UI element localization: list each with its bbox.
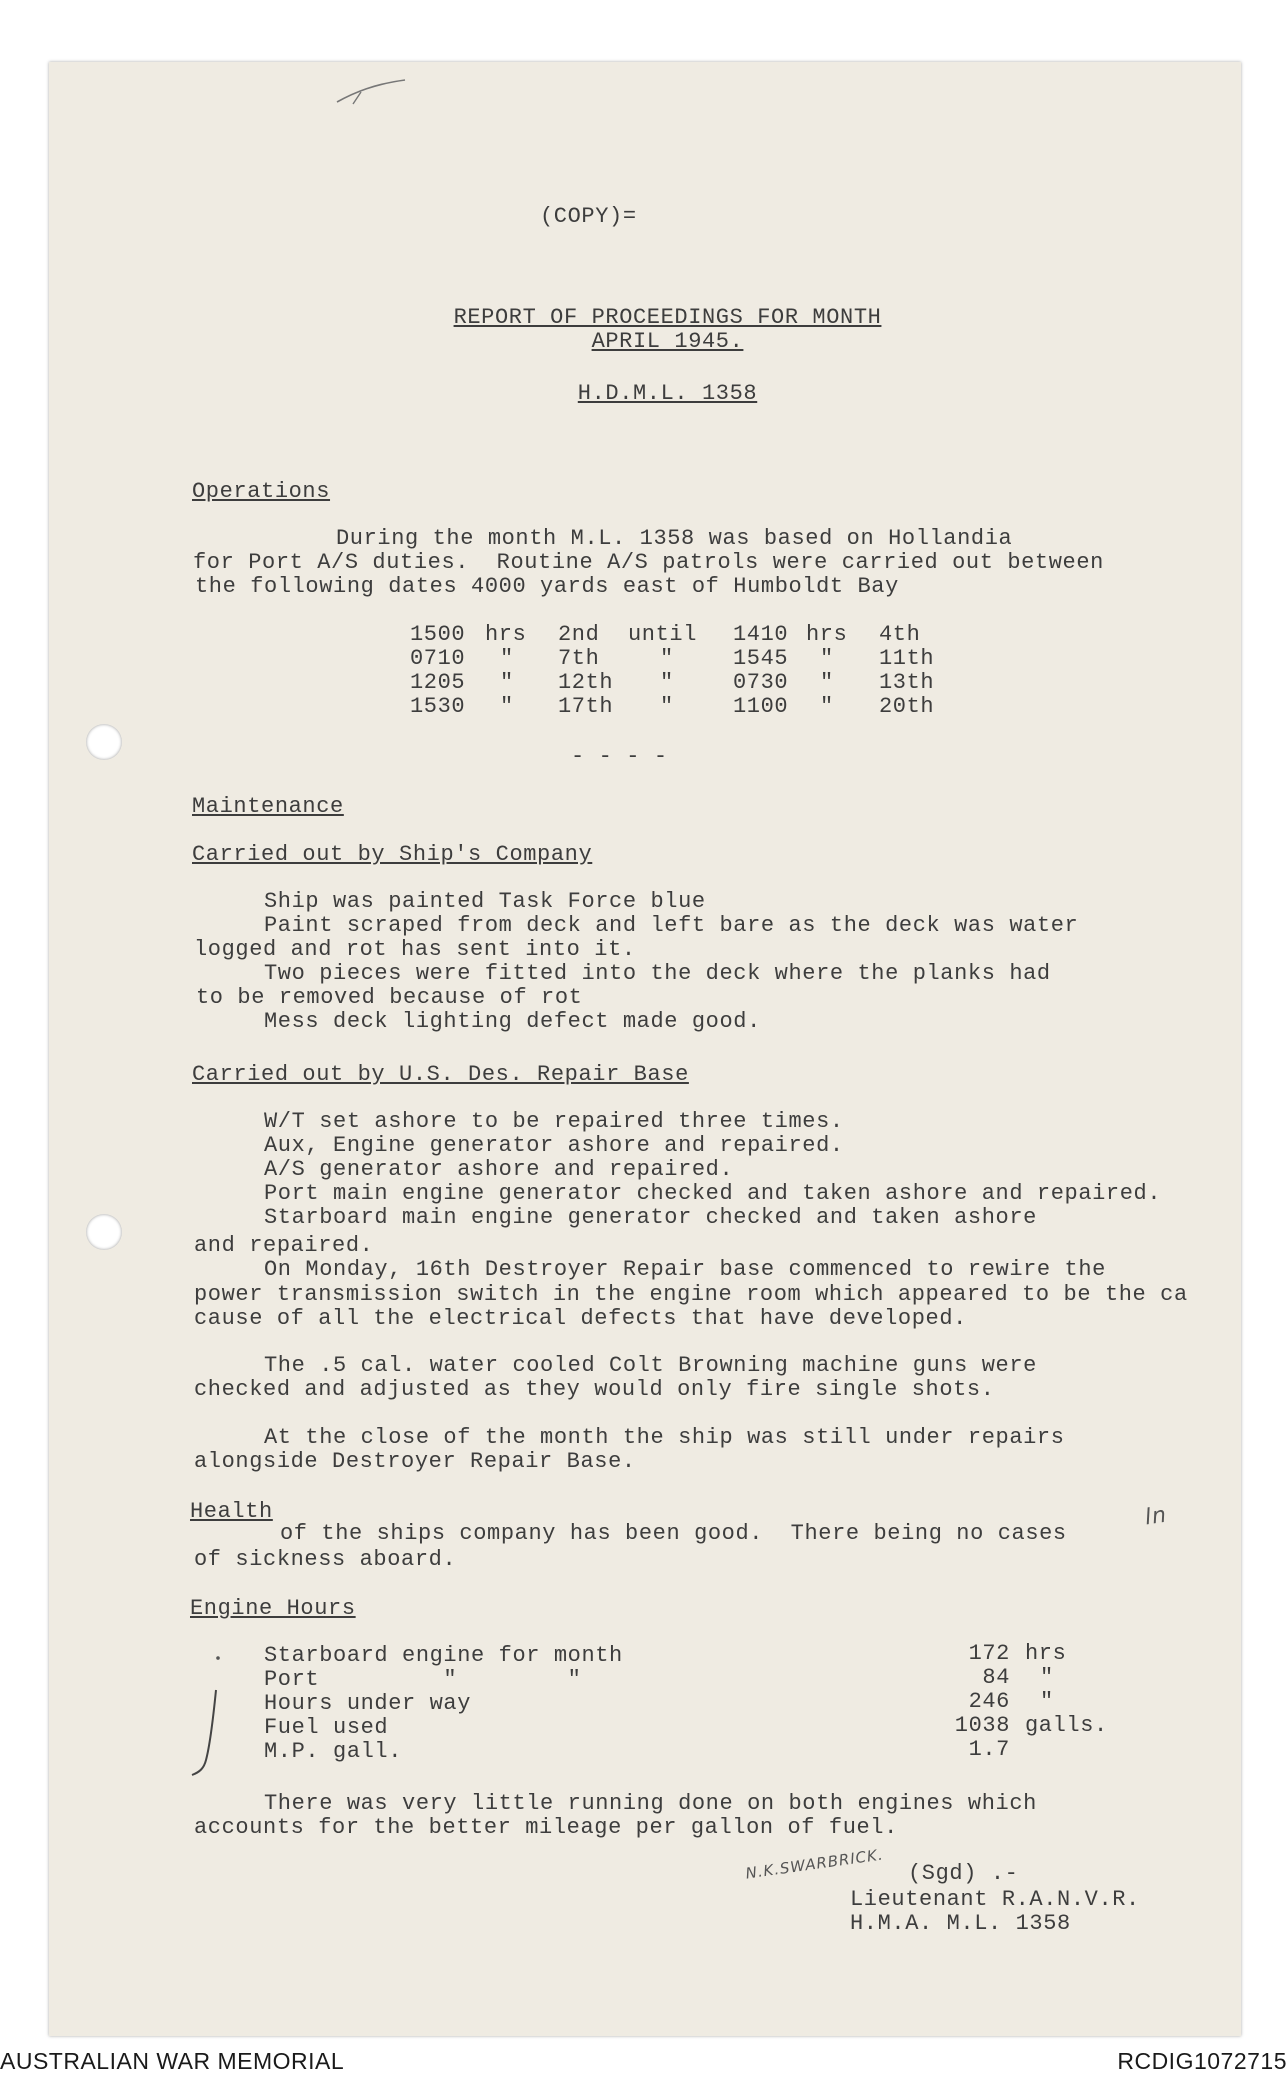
engine-row-value: 1038 bbox=[954, 1713, 1010, 1738]
operations-line: During the month M.L. 1358 was based on Hollandia bbox=[336, 526, 1013, 551]
maintenance-line: Mess deck lighting defect made good. bbox=[264, 1009, 761, 1034]
maintenance-line: Two pieces were fitted into the deck where the planks had bbox=[264, 961, 1051, 986]
engine-row-label: Port " " bbox=[264, 1667, 582, 1692]
table-cell: 7th bbox=[558, 646, 600, 671]
engine-row-value: 1.7 bbox=[968, 1737, 1010, 1762]
repair-line: Starboard main engine generator checked and taken ashore bbox=[264, 1205, 1037, 1230]
pencil-tick-icon bbox=[180, 1650, 230, 1780]
engine-hours-heading: Engine Hours bbox=[190, 1596, 356, 1621]
repair-line: checked and adjusted as they would only fire single shots. bbox=[194, 1377, 995, 1402]
table-cell: 11th bbox=[879, 646, 935, 671]
repair-line: Port main engine generator checked and taken ashore and repaired. bbox=[264, 1181, 1162, 1206]
table-cell: 12th bbox=[558, 670, 614, 695]
vessel-designation: H.D.M.L. 1358 bbox=[577, 381, 758, 406]
repair-line: cause of all the electrical defects that have developed. bbox=[194, 1306, 967, 1331]
table-cell: " bbox=[660, 694, 674, 719]
engine-row-value: 246 bbox=[968, 1689, 1010, 1714]
maintenance-line: Ship was painted Task Force blue bbox=[264, 889, 706, 914]
footer-archive-name: AUSTRALIAN WAR MEMORIAL bbox=[0, 2048, 345, 2074]
repair-base-heading: Carried out by U.S. Des. Repair Base bbox=[192, 1062, 689, 1087]
engine-row-unit: " bbox=[1040, 1689, 1054, 1714]
table-cell: 1545 bbox=[733, 646, 789, 671]
health-line: of sickness aboard. bbox=[194, 1547, 457, 1572]
closing-line: There was very little running done on both engines which bbox=[264, 1791, 1037, 1816]
repair-line: W/T set ashore to be repaired three times. bbox=[264, 1109, 844, 1134]
signature-vessel: H.M.A. M.L. 1358 bbox=[850, 1911, 1071, 1936]
engine-row-label: Hours under way bbox=[264, 1691, 472, 1716]
operations-line: for Port A/S duties. Routine A/S patrols were carried out between bbox=[193, 550, 1104, 575]
repair-line: and repaired. bbox=[194, 1233, 374, 1258]
table-cell: " bbox=[500, 694, 514, 719]
repair-line: The .5 cal. water cooled Colt Browning machine guns were bbox=[264, 1353, 1037, 1378]
table-cell: 1530 bbox=[410, 694, 466, 719]
engine-row-label: Fuel used bbox=[264, 1715, 389, 1740]
table-cell: 1100 bbox=[733, 694, 789, 719]
punch-hole bbox=[86, 1214, 122, 1250]
table-cell: 1410 bbox=[733, 622, 789, 647]
engine-row-unit: galls. bbox=[1025, 1713, 1108, 1738]
table-cell: " bbox=[820, 646, 834, 671]
table-cell: 13th bbox=[879, 670, 935, 695]
repair-line: alongside Destroyer Repair Base. bbox=[194, 1449, 636, 1474]
maintenance-line: logged and rot has sent into it. bbox=[194, 937, 636, 962]
health-heading: Health bbox=[190, 1499, 273, 1524]
repair-line: On Monday, 16th Destroyer Repair base commenced to rewire the bbox=[264, 1257, 1106, 1282]
signature-rank: Lieutenant R.A.N.V.R. bbox=[850, 1887, 1140, 1912]
table-cell: hrs bbox=[806, 622, 848, 647]
engine-row-value: 172 bbox=[968, 1641, 1010, 1666]
maintenance-line: to be removed because of rot bbox=[196, 985, 583, 1010]
maintenance-line: Paint scraped from deck and left bare as the deck was water bbox=[264, 913, 1079, 938]
closing-line: accounts for the better mileage per gallon of fuel. bbox=[194, 1815, 898, 1840]
table-cell: 2nd bbox=[558, 622, 600, 647]
report-month: APRIL 1945. bbox=[591, 329, 744, 354]
health-line: of the ships company has been good. There being no cases bbox=[280, 1521, 1067, 1546]
handwritten-signature: N.K.SWARBRICK. bbox=[744, 1845, 885, 1883]
repair-line: At the close of the month the ship was still under repairs bbox=[264, 1425, 1065, 1450]
table-cell: 17th bbox=[558, 694, 614, 719]
table-cell: " bbox=[820, 694, 834, 719]
repair-line: Aux, Engine generator ashore and repaired. bbox=[264, 1133, 844, 1158]
table-cell: hrs bbox=[485, 622, 527, 647]
table-cell: " bbox=[500, 646, 514, 671]
table-cell: " bbox=[660, 670, 674, 695]
operations-line: the following dates 4000 yards east of Humboldt Bay bbox=[195, 574, 899, 599]
table-cell: 1500 bbox=[410, 622, 466, 647]
table-cell: 20th bbox=[879, 694, 935, 719]
repair-line: power transmission switch in the engine room which appeared to be the ca bbox=[194, 1283, 1188, 1307]
table-cell: 4th bbox=[879, 622, 921, 647]
copy-label: (COPY)= bbox=[540, 204, 637, 229]
engine-row-label: M.P. gall. bbox=[264, 1739, 403, 1764]
engine-row-value: 84 bbox=[982, 1665, 1010, 1690]
table-cell: 1205 bbox=[410, 670, 466, 695]
table-cell: 0730 bbox=[733, 670, 789, 695]
report-title: REPORT OF PROCEEDINGS FOR MONTH bbox=[453, 305, 882, 330]
table-cell: " bbox=[660, 646, 674, 671]
table-cell: 0710 bbox=[410, 646, 466, 671]
engine-row-label: Starboard engine for month bbox=[264, 1643, 623, 1668]
pencil-mark-icon bbox=[335, 74, 415, 114]
engine-row-unit: hrs bbox=[1025, 1641, 1067, 1666]
repair-line: A/S generator ashore and repaired. bbox=[264, 1157, 734, 1182]
table-cell: until bbox=[628, 622, 698, 647]
operations-heading: Operations bbox=[192, 479, 331, 504]
engine-row-unit: " bbox=[1040, 1665, 1054, 1690]
margin-initials: ln bbox=[1143, 1502, 1169, 1531]
signature-sgd: (Sgd) .- bbox=[908, 1861, 1019, 1886]
maintenance-heading: Maintenance bbox=[192, 794, 344, 819]
ships-company-heading: Carried out by Ship's Company bbox=[192, 842, 593, 867]
section-separator: - - - - bbox=[571, 744, 668, 769]
footer-record-id: RCDIG1072715 bbox=[1117, 2048, 1287, 2074]
table-cell: " bbox=[820, 670, 834, 695]
punch-hole bbox=[86, 724, 122, 760]
table-cell: " bbox=[500, 670, 514, 695]
